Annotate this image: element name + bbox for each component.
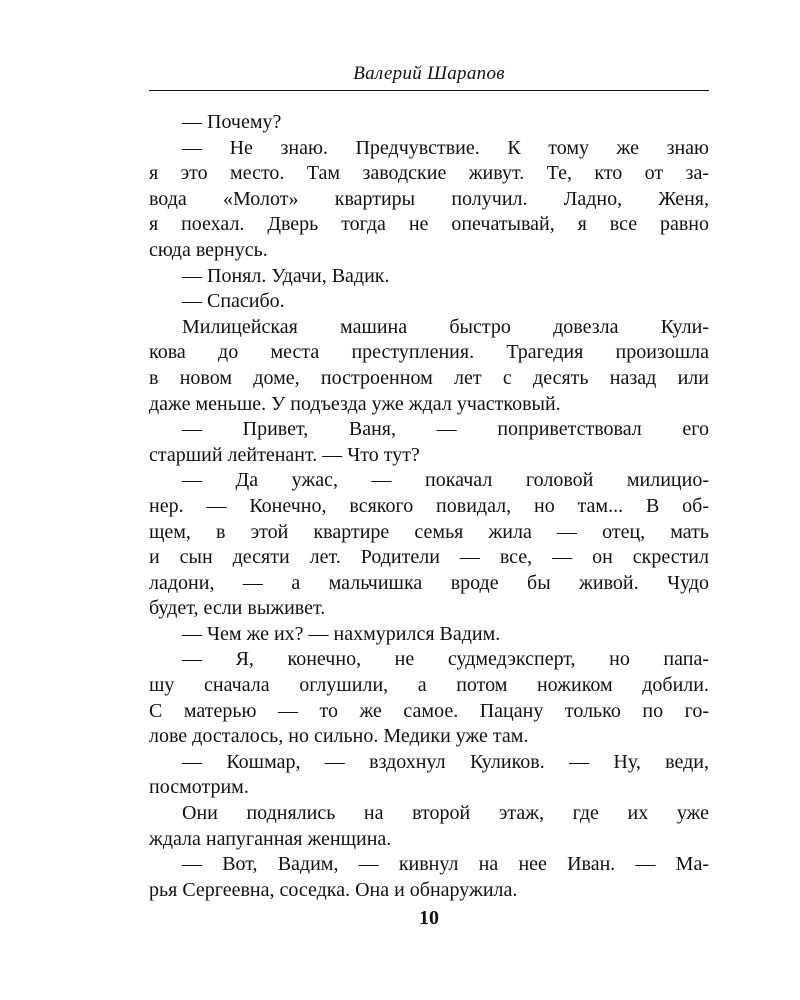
text-line: вода «Молот» квартиры получил. Ладно, Женя, bbox=[149, 187, 709, 210]
text-line: и сын десяти лет. Родители — все, — он скрестил bbox=[149, 546, 709, 569]
text-line: нер. — Конечно, всякого повидал, но там... В об- bbox=[149, 494, 709, 517]
text-line: сюда вернусь. bbox=[149, 238, 268, 261]
text-line: кова до места преступления. Трагедия произошла bbox=[149, 341, 709, 364]
text-line: — Я, конечно, не судмедэксперт, но папа- bbox=[182, 648, 709, 671]
text-line: шу сначала оглушили, а потом ножиком добили. bbox=[149, 674, 709, 697]
text-line: — Привет, Ваня, — поприветствовал его bbox=[182, 418, 709, 441]
text-line: Они поднялись на второй этаж, где их уже bbox=[182, 802, 709, 825]
text-line: — Не знаю. Предчувствие. К тому же знаю bbox=[182, 136, 709, 159]
text-line: щем, в этой квартире семья жила — отец, мать bbox=[149, 520, 709, 543]
text-line: я поехал. Дверь тогда не опечатывай, я все равно bbox=[149, 213, 709, 236]
page-body bbox=[149, 110, 709, 903]
text-line: лове досталось, но сильно. Медики уже там. bbox=[149, 725, 529, 748]
text-line: — Почему? bbox=[182, 111, 282, 133]
text-line: Милицейская машина быстро довезла Кули- bbox=[182, 315, 709, 338]
page-number: 10 bbox=[419, 907, 439, 929]
text-line: я это место. Там заводские живут. Те, кто от за- bbox=[149, 162, 709, 185]
text-line: — Чем же их? — нахмурился Вадим. bbox=[182, 622, 501, 645]
text-line: — Да ужас, — покачал головой милицио- bbox=[182, 469, 709, 492]
text-line: — Кошмар, — вздохнул Куликов. — Ну, веди, bbox=[182, 750, 709, 773]
text-line: — Понял. Удачи, Вадик. bbox=[182, 264, 390, 287]
text-line: ждала напуганная женщина. bbox=[149, 827, 392, 850]
text-line: — Вот, Вадим, — кивнул на нее Иван. — Ма- bbox=[182, 853, 709, 876]
text-line: С матерью — то же самое. Пацану только по го- bbox=[149, 699, 709, 722]
text-line: ладони, — а мальчишка вроде бы живой. Чудо bbox=[149, 571, 709, 594]
text-line: рья Сергеевна, соседка. Она и обнаружила. bbox=[149, 878, 518, 901]
text-line: даже меньше. У подъезда уже ждал участковый. bbox=[149, 392, 561, 415]
header-rule bbox=[149, 90, 709, 91]
text-line: посмотрим. bbox=[149, 776, 249, 799]
text-block bbox=[149, 110, 709, 903]
running-header: Валерий Шарапов bbox=[353, 63, 505, 84]
text-line: старший лейтенант. — Что тут? bbox=[149, 443, 420, 466]
text-line: — Спасибо. bbox=[182, 290, 285, 313]
text-line: в новом доме, построенном лет с десять назад или bbox=[149, 366, 709, 389]
text-line: будет, если выживет. bbox=[149, 597, 326, 620]
